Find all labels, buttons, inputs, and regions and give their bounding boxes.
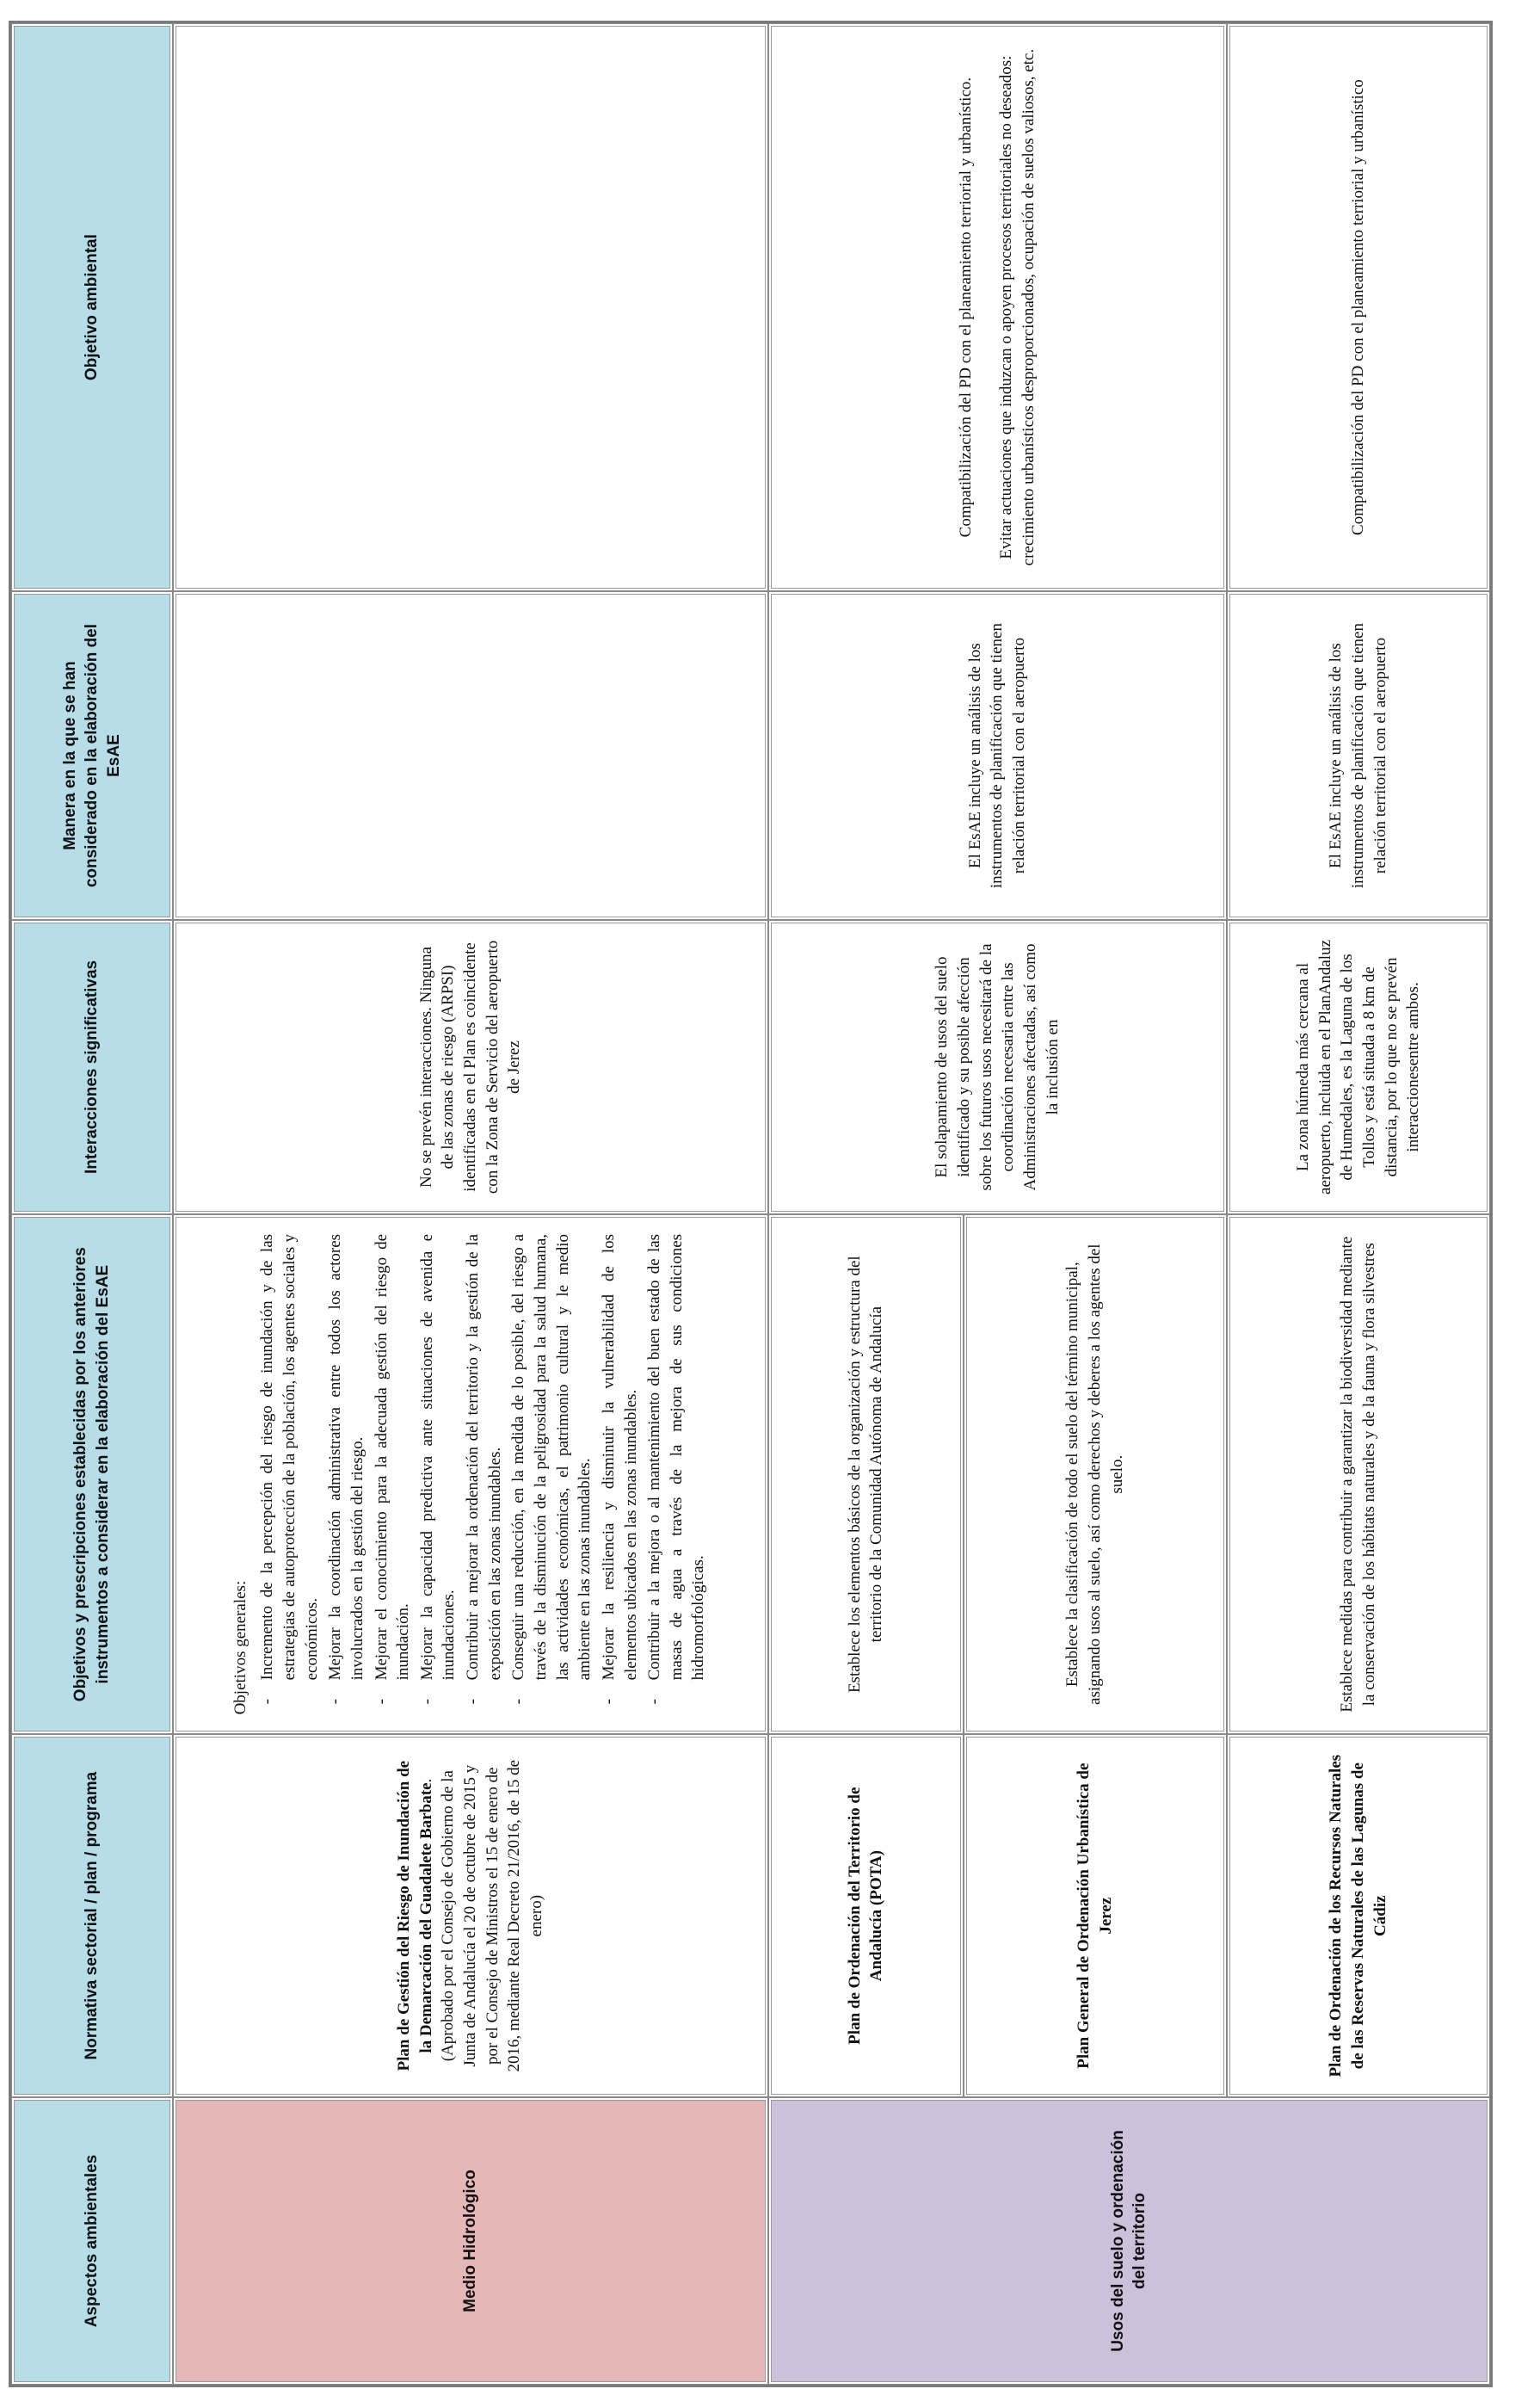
env-objective-cell: [173, 23, 768, 591]
header-aspectos: Aspectos ambientales: [11, 2097, 173, 2385]
header-objetivo-ambiental: Objetivo ambiental: [11, 23, 173, 591]
plan-title: Plan General de Ordenación Urbanística de Jerez: [1075, 1762, 1115, 2069]
row-usos-suelo-porn: [1227, 23, 1490, 2385]
env-objective-2: Evitar actuaciones que induzcan o apoyen procesos territoriales no deseados: crecimiento urbanísticos desproporcionados, ocupación de suelos valiosos, etc.: [997, 48, 1038, 566]
plan-title: Plan de Gestión del Riesgo de Inundación de la Demarcación del Guadalete Barbate: [395, 1760, 435, 2071]
row-usos-suelo-pota: [768, 23, 964, 2385]
aspect-medio-hidrologico: Medio Hidrológico: [173, 2097, 768, 2385]
list-item: - Conseguir una reducción, en la medida de lo posible, del riesgo a través de la disminución de la peligrosidad para la salud humana, las actividades económicas, el patrimonio cultural y le medio ambiente en las zonas inundables.: [508, 1234, 596, 1680]
env-objective-cell: Compatibilización del PD con el planeamiento terriorial y urbanístico: [1227, 23, 1490, 591]
plan-title: Plan de Ordenación de los Recursos Naturales de las Reservas Naturales de las Lagunas de Cádiz: [1327, 1754, 1389, 2077]
interactions-cell: El solapamiento de usos del suelo identificado y su posible afección sobre los futuros usos necesitará de la coordinación necesaria entre las Administraciones afectadas, así como la inclusión en: [768, 920, 1227, 1214]
plan-pgou-jerez: [964, 1734, 1227, 2097]
rotated-table-frame: [9, 21, 1493, 2387]
plan-detail: . (Aprobado por el Consejo de Gobierno de la Junta de Andalucía el 20 de octubre de 2015 y por el Consejo de Ministros el 15 de enero de 2016, mediante Real Decreto 21/2016, de 15 de enero): [416, 1759, 545, 2072]
header-manera: Manera en la que se han considerado en la elaboración del EsAE: [11, 591, 173, 920]
plan-gestion-riesgo-inundacion: [173, 1734, 768, 2097]
plan-pota: [768, 1734, 964, 2097]
header-row: [11, 23, 173, 2385]
objectives-intro: Objetivos generales:: [231, 1580, 249, 1715]
list-item: - Contribuir a la mejora o al mantenimiento del buen estado de las masas de agua a través de la mejora de sus condiciones hidromorfológicas.: [644, 1234, 710, 1680]
list-item: - Mejorar el conocimiento para la adecuada gestión del riesgo de inundación.: [371, 1234, 415, 1680]
consideration-cell: El EsAE incluye un análisis de los instrumentos de planificación que tienen relación territorial con el aeropuerto: [768, 591, 1227, 920]
list-item: - Contribuir a mejorar la ordenación del territorio y la gestión de la exposición en las zonas inundables.: [462, 1234, 506, 1680]
list-item: - Mejorar la resiliencia y disminuir la vulnerabilidad de los elementos ubicados en las zonas inundables.: [598, 1234, 642, 1680]
list-item: - Incremento de la percepción del riesgo de inundación y de las estrategias de autoprotección de la población, los agentes sociales y económicos.: [256, 1234, 323, 1680]
env-objective-cell: [768, 23, 1227, 591]
header-normativa: Normativa sectorial / plan / programa: [11, 1734, 173, 2097]
interactions-cell: No se prevén interacciones. Ninguna de las zonas de riesgo (ARPSI) identificadas en el Plan es coincidente con la Zona de Servicio del aeropuerto de Jerez: [173, 920, 768, 1214]
list-item: - Mejorar la capacidad predictiva ante situaciones de avenida e inundaciones.: [416, 1234, 460, 1680]
consideration-cell: [173, 591, 768, 920]
aspect-usos-suelo: Usos del suelo y ordenación del territorio: [768, 2097, 1490, 2385]
objectives-porn: Establece medidas para contribuir a garantizar la biodiversidad mediante la conservación de los hábitats naturales y de la fauna y flora silvestres: [1227, 1214, 1490, 1734]
consideration-cell: El EsAE incluye un análisis de los instrumentos de planificación que tienen relación territorial con el aeropuerto: [1227, 591, 1490, 920]
list-item: - Mejorar la coordinación administrativa entre todos los actores involucrados en la gestión del riesgo.: [324, 1234, 368, 1680]
plan-title: Plan de Ordenación del Territorio de Andalucía (POTA): [845, 1787, 886, 2045]
objectives-pota: Establece los elementos básicos de la organización y estructura del territorio de la Comunidad Autónoma de Andalucía: [768, 1214, 964, 1734]
objectives-pgou: Establece la clasificación de todo el suelo del término municipal, asignando usos al suelo, así como derechos y deberes a los agentes del suelo.: [964, 1214, 1227, 1734]
env-objective-1: Compatibilización del PD con el planeamiento terriorial y urbanístico.: [956, 77, 975, 538]
objectives-cell: [173, 1214, 768, 1734]
header-objetivos: Objetivos y prescripciones establecidas por los anteriores instrumentos a considerar en la elaboración del EsAE: [11, 1214, 173, 1734]
header-interacciones: Interacciones significativas: [11, 920, 173, 1214]
plan-porn-lagunas-cadiz: [1227, 1734, 1490, 2097]
row-medio-hidrologico: [173, 23, 768, 2385]
interactions-cell: La zona húmeda más cercana al aeropuerto, incluida en el PlanAndaluz de Humedales, es la Laguna de los Tollos y está situada a 8 km de distancia, por lo que no se prevén interaccionesentre ambos.: [1227, 920, 1490, 1214]
objectives-list: [256, 1234, 710, 1714]
environmental-table: [9, 21, 1493, 2387]
